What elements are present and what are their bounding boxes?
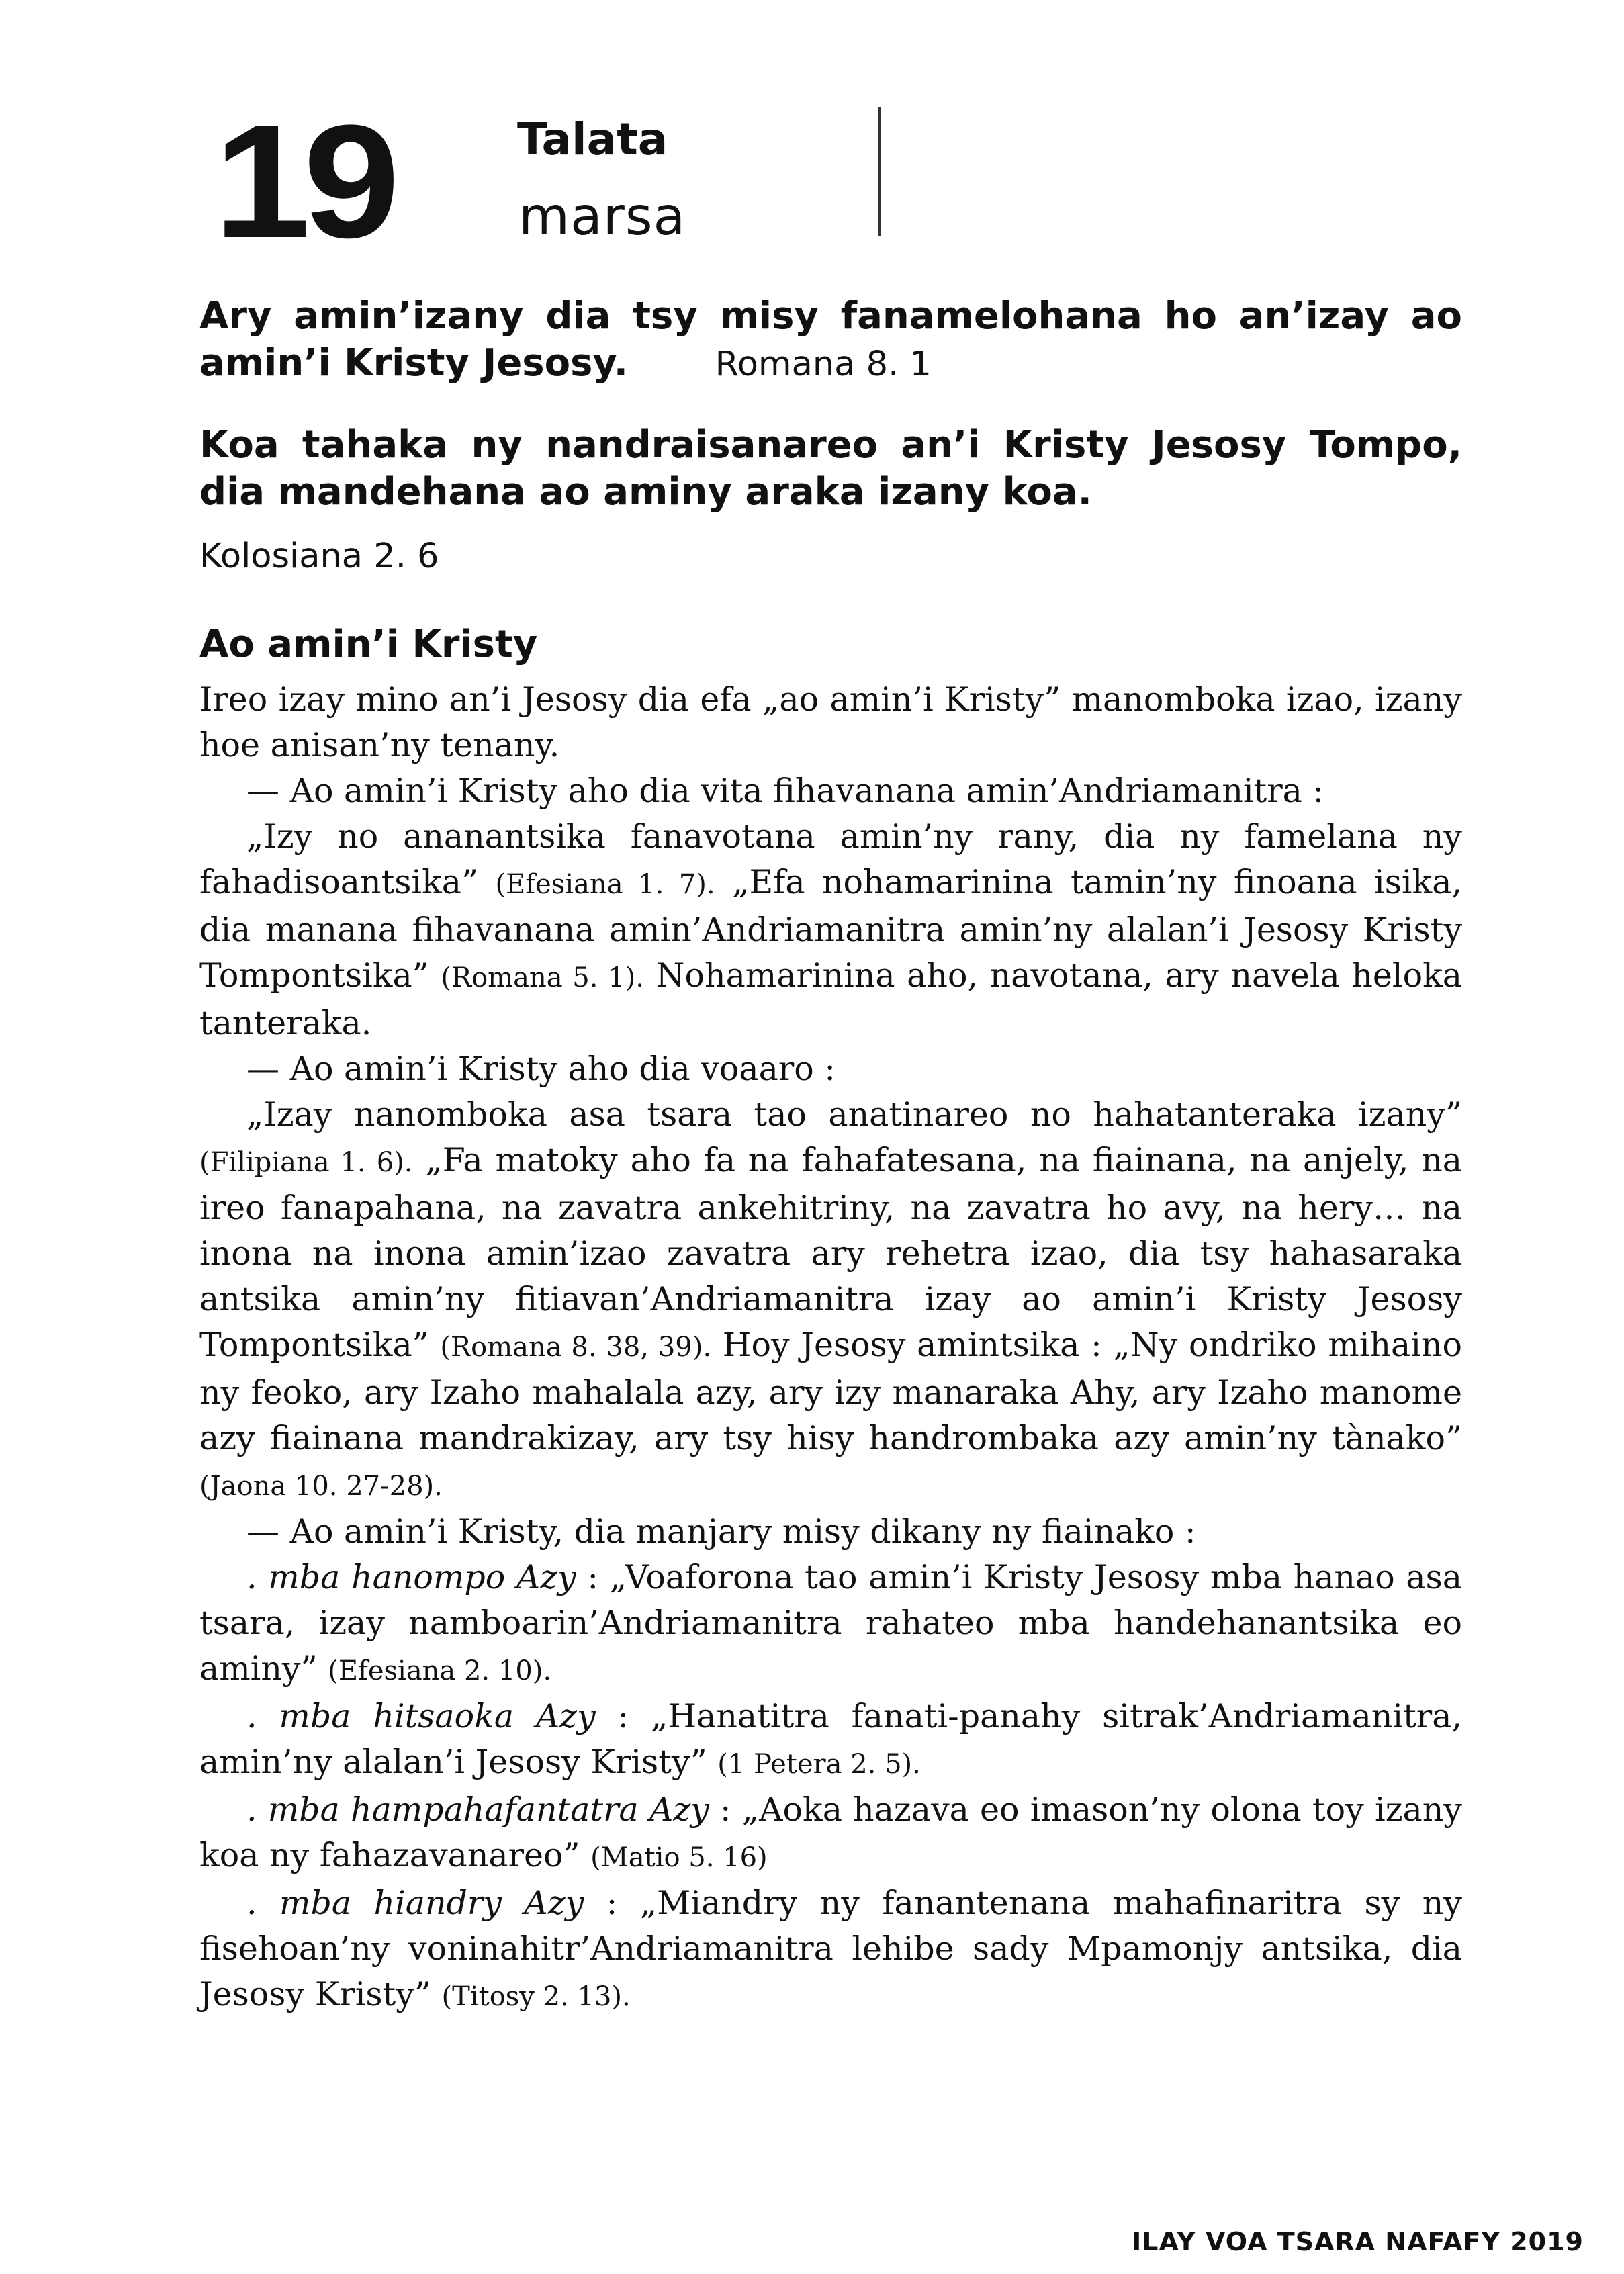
section-title: Ao amin’i Kristy [199, 623, 538, 666]
footer-title: ILAY VOA TSARA NAFAFY 2019 [1132, 2227, 1584, 2257]
day-number: 19 [214, 91, 393, 271]
bullet-lead: . mba hiandry Azy [246, 1884, 584, 1922]
bible-reference: (1 Petera 2. 5). [717, 1749, 921, 1780]
bible-reference: (Jaona 10. 27-28). [199, 1471, 443, 1502]
quote: Hoy Jesosy amintsika : „Ny ondriko mihaino ny feoko, ary Izaho mahalala azy, ary izy manaraka Ahy, ary Izaho manome azy fiainana mandrakizay, ary tsy hisy handrombaka azy amin’ny tànako” [199, 1326, 1463, 1457]
quote: „Efa nohamarinina tamin’ny finoana isika, dia manana fihavanana amin’Andriamanitra amin’ny alalan’i Jesosy Kristy Tompontsika” [199, 863, 1463, 995]
bullet-item [199, 1880, 1462, 2019]
month: marsa [518, 187, 686, 247]
bible-reference: (Romana 8. 38, 39). [440, 1332, 712, 1363]
verse-1-text: Ary amin’izany dia tsy misy fanamelohana ho an’izay ao amin’i Kristy Jesosy. [199, 294, 1462, 385]
bullet-text: : „Voaforona tao amin’i Kristy Jesosy mba hanao asa tsara, izay namboarin’Andriamanitra rahateo mba handehanantsika eo aminy” [199, 1558, 1462, 1688]
sentence: Nohamarinina aho, navotana, ary navela heloka tanteraka. [199, 956, 1463, 1042]
meditation-body [199, 677, 1462, 2019]
verse-2-text: Koa tahaka ny nandraisanareo an’i Kristy Jesosy Tompo, dia mandehana ao aminy araka izany koa. [199, 423, 1462, 514]
quote: „Izy no ananantsika fanavotana amin’ny rany, dia ny famelana ny fahadisoantsika” [199, 817, 1462, 901]
bullet-item [199, 1694, 1462, 1787]
bullet-lead: . mba hitsaoka Azy [246, 1697, 596, 1735]
bullet-text: : „Aoka hazava eo imason’ny olona toy izany koa ny fahazavanareo” [199, 1790, 1462, 1874]
bible-reference: (Efesiana 1. 7). [495, 869, 715, 900]
verse-2 [199, 422, 1462, 516]
bible-reference: (Matio 5. 16) [590, 1842, 768, 1873]
bullet-item [199, 1787, 1462, 1880]
bullet-text: : „Miandry ny fanantenana mahafinaritra sy ny fisehoan’ny voninahitr’Andriamanitra lehibe sady Mpamonjy antsika, dia Jesosy Kristy” [199, 1884, 1462, 2013]
bible-reference: (Romana 5. 1). [441, 962, 645, 993]
paragraph: — Ao amin’i Kristy aho dia vita fihavanana amin’Andriamanitra : [246, 772, 1324, 810]
paragraph [199, 814, 1462, 1046]
verse-1-reference: Romana 8. 1 [715, 345, 932, 384]
bullet-lead: . mba hanompo Azy [246, 1558, 576, 1596]
paragraph: — Ao amin’i Kristy, dia manjary misy dikany ny fiainako : [246, 1512, 1196, 1551]
paragraph: — Ao amin’i Kristy aho dia voaaro : [246, 1050, 836, 1088]
weekday: Talata [517, 113, 668, 165]
bible-reference: (Efesiana 2. 10). [328, 1655, 552, 1686]
bullet-item [199, 1555, 1462, 1694]
header-divider [878, 107, 881, 236]
quote: „Izay nanomboka asa tsara tao anatinareo no hahatanteraka izany” [246, 1095, 1462, 1134]
paragraph: Ireo izay mino an’i Jesosy dia efa „ao amin’i Kristy” manomboka izao, izany hoe anisan’ny tenany. [199, 680, 1462, 764]
verse-2-reference: Kolosiana 2. 6 [199, 537, 439, 576]
bullet-lead: . mba hampahafantatra Azy [246, 1790, 709, 1829]
bible-reference: (Filipiana 1. 6). [199, 1147, 413, 1178]
verse-1 [199, 293, 1462, 388]
quote: „Fa matoky aho fa na fahafatesana, na fiainana, na anjely, na ireo fanapahana, na zavatra ankehitriny, na zavatra ho avy, na hery… na inona na inona amin’izao zavatra ary rehetra izao, dia tsy hahasaraka antsika amin’ny fitiavan’Andriamanitra izay ao amin’i Kristy Jesosy Tompontsika” [199, 1141, 1463, 1364]
bullet-text: : „Hanatitra fanati-panahy sitrak’Andriamanitra, amin’ny alalan’i Jesosy Kristy” [199, 1697, 1463, 1781]
paragraph [199, 1092, 1462, 1509]
bible-reference: (Titosy 2. 13). [441, 1981, 631, 2012]
